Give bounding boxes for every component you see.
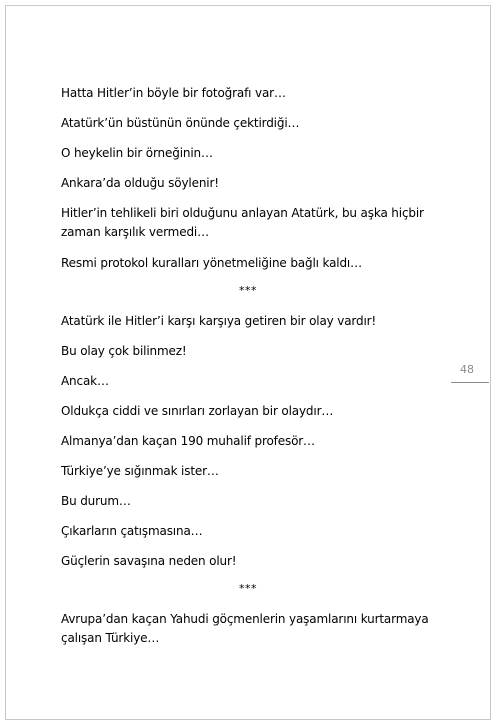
paragraph-line: Hitler’in tehlikeli biri olduğunu anlayan Atatürk, bu aşka hiçbir [61, 206, 424, 220]
paragraph-line: Oldukça ciddi ve sınırları zorlayan bir olaydır… [61, 404, 334, 418]
document-page [5, 5, 491, 720]
paragraph-line: Ankara’da olduğu söylenir! [61, 176, 219, 190]
paragraph-line: çalışan Türkiye… [61, 631, 160, 645]
section-separator: *** [239, 582, 257, 595]
paragraph-line: Güçlerin savaşına neden olur! [61, 554, 237, 568]
page-number-underline [451, 382, 489, 383]
page-number: 48 [460, 363, 474, 376]
paragraph-line: Bu olay çok bilinmez! [61, 344, 187, 358]
page-text [6, 6, 490, 719]
paragraph-line: Atatürk ile Hitler’i karşı karşıya getiren bir olay vardır! [61, 314, 377, 328]
paragraph-line: zaman karşılık vermedi… [61, 225, 209, 239]
section-separator: *** [239, 284, 257, 297]
paragraph-line: Avrupa’dan kaçan Yahudi göçmenlerin yaşamlarını kurtarmaya [61, 612, 429, 626]
paragraph-line: Almanya’dan kaçan 190 muhalif profesör… [61, 434, 315, 448]
paragraph-line: Hatta Hitler’in böyle bir fotoğrafı var… [61, 86, 286, 100]
paragraph-line: Bu durum… [61, 494, 131, 508]
paragraph-line: Türkiye’ye sığınmak ister… [61, 464, 219, 478]
paragraph-line: Çıkarların çatışmasına… [61, 524, 203, 538]
paragraph-line: Ancak… [61, 374, 109, 388]
paragraph-line: Resmi protokol kuralları yönetmeliğine bağlı kaldı… [61, 256, 362, 270]
paragraph-line: O heykelin bir örneğinin… [61, 146, 213, 160]
paragraph-line: Atatürk’ün büstünün önünde çektirdiği… [61, 116, 300, 130]
